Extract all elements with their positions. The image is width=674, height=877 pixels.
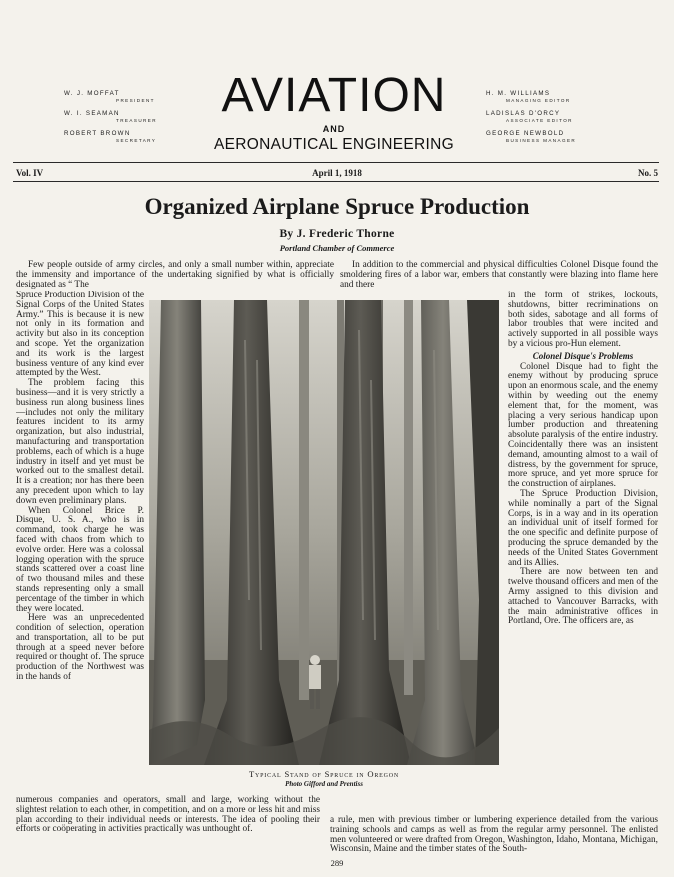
paragraph: Colonel Disque had to fight the enemy without by producing spruce upon an enormous scale, and the enemy within by weeding out the enemy element that, for the moment, was placing a very serious handicap upon lumber production and threatening absolute paralysis of the entire industry. Coincidentally there was an insistent demand, amounting almost to a wail of distress, by the government for spruce, more spruce, and yet more spruce for the construction of airplanes. (508, 361, 658, 490)
paragraph: numerous companies and operators, small and large, working without the slightest relation to each other, in competition, and on a more or less hit and miss plan according to their individual needs or interests. The idea of pooling their efforts or coöperating in activities practically was unthought of. (16, 795, 320, 835)
photo-credit: Photo Gifford and Prentiss (285, 780, 363, 788)
issue-number: No. 5 (638, 168, 658, 178)
paragraph: The Spruce Production Division, while nominally a part of the Signal Corps, is in a way and in its operation an individual unit of itself formed for the one specific and definite purpose of producing the spruce demanded by the needs of the United States Government and its Allies. (508, 488, 658, 568)
staff-name: LADISLAS D'ORCY (486, 110, 561, 117)
bottom-rule (13, 181, 659, 182)
issue-date: April 1, 1918 (312, 168, 362, 178)
article-title: Organized Airplane Spruce Production (144, 194, 530, 219)
paragraph: The problem facing this business—and it is very strictly a business run along business lines—includes not only the military features incident to its army organization, but also industrial, manufacturing and transportation problems, each of which is a huge industry in itself and yet must be worked out to the smallest detail. It is a creation; nor has there been any precedent upon which to lay down even preliminary plans. (16, 378, 144, 506)
staff-name: ROBERT BROWN (64, 130, 131, 137)
staff-name: W. I. SEAMAN (64, 110, 120, 117)
left-closing-paragraph (16, 796, 320, 835)
left-opening-paragraph (16, 261, 334, 290)
masthead-subtitle: AERONAUTICAL ENGINEERING (213, 136, 455, 153)
volume-label: Vol. IV (16, 168, 44, 178)
page-number: 289 (330, 858, 344, 868)
right-closing-paragraph (330, 816, 658, 855)
staff-role: TREASURER (116, 118, 157, 123)
staff-role: ASSOCIATE EDITOR (506, 118, 573, 123)
article-affiliation: Portland Chamber of Commerce (279, 243, 395, 253)
subheading: Colonel Disque's Problems (532, 350, 634, 361)
paragraph: Here was an unprecedented condition of selection, operation and transportation, all to be put through at a speed never before required or thought of. The spruce production of the Northwest was in the hands of (16, 613, 144, 683)
staff-name: W. J. MOFFAT (64, 90, 120, 97)
staff-role: PRESIDENT (116, 98, 155, 103)
staff-name: GEORGE NEWBOLD (486, 130, 565, 137)
staff-name: H. M. WILLIAMS (486, 90, 551, 97)
right-narrow-column (508, 291, 658, 815)
staff-role: MANAGING EDITOR (506, 98, 571, 103)
paragraph: There are now between ten and twelve thousand officers and men of the Army assigned to this division and attached to Vancouver Barracks, with the main administrative offices in Portland, Ore. The officers are, as (508, 567, 658, 627)
masthead-and: AND (322, 124, 346, 134)
photo-caption: Typical Stand of Spruce in Oregon (248, 769, 399, 779)
right-opening-paragraph (340, 261, 658, 290)
paragraph: Few people outside of army circles, and only a small number within, appreciate the immensity and importance of the undertaking signified by what is officially designated as “ The (16, 260, 334, 290)
spruce-forest-photo (149, 300, 499, 765)
masthead-logo (184, 70, 484, 154)
staff-role: BUSINESS MANAGER (506, 138, 577, 143)
article-byline: By J. Frederic Thorne (279, 228, 395, 240)
paragraph: a rule, men with previous timber or lumbering experience detailed from the various training schools and camps as well as from the regular army personnel. The enlisted men volunteered or were drafted from Oregon, Washington, Idaho, Montana, Michigan, Wisconsin, Maine and the timber states of the South- (330, 815, 658, 855)
paragraph: In addition to the commercial and physical difficulties Colonel Disque found the smoldering fires of a labor war, embers that constantly were blazing into flame here and there (340, 260, 658, 290)
left-staff-list (64, 90, 157, 144)
paragraph: Spruce Production Division of the Signal Corps of the United States Army.” This is because it is new not only in its formation and activity but also in its conception and scope. Yet the organization and its work is the largest business venture of any kind ever attempted by the West. (16, 291, 144, 379)
left-narrow-column (16, 291, 144, 775)
paragraph: in the form of strikes, lockouts, shutdowns, bitter recriminations on both sides, sabotage and all forms of labor troubles that were incited and actively supported in all possible ways by a vicious pro-Hun element. (508, 291, 658, 349)
top-rule (13, 162, 659, 163)
staff-role: SECRETARY (116, 138, 157, 143)
masthead-title: AVIATION (221, 69, 447, 122)
right-staff-list (486, 90, 576, 144)
spruce-forest-image (149, 300, 499, 765)
paragraph: When Colonel Brice P. Disque, U. S. A., who is in command, took charge he was faced with chaos from which to evolve order. Here was a colossal logging operation with the spruce stands scattered over a coast line of two thousand miles and these stands representing only a small percentage of the timber in which they were located. (16, 505, 144, 614)
